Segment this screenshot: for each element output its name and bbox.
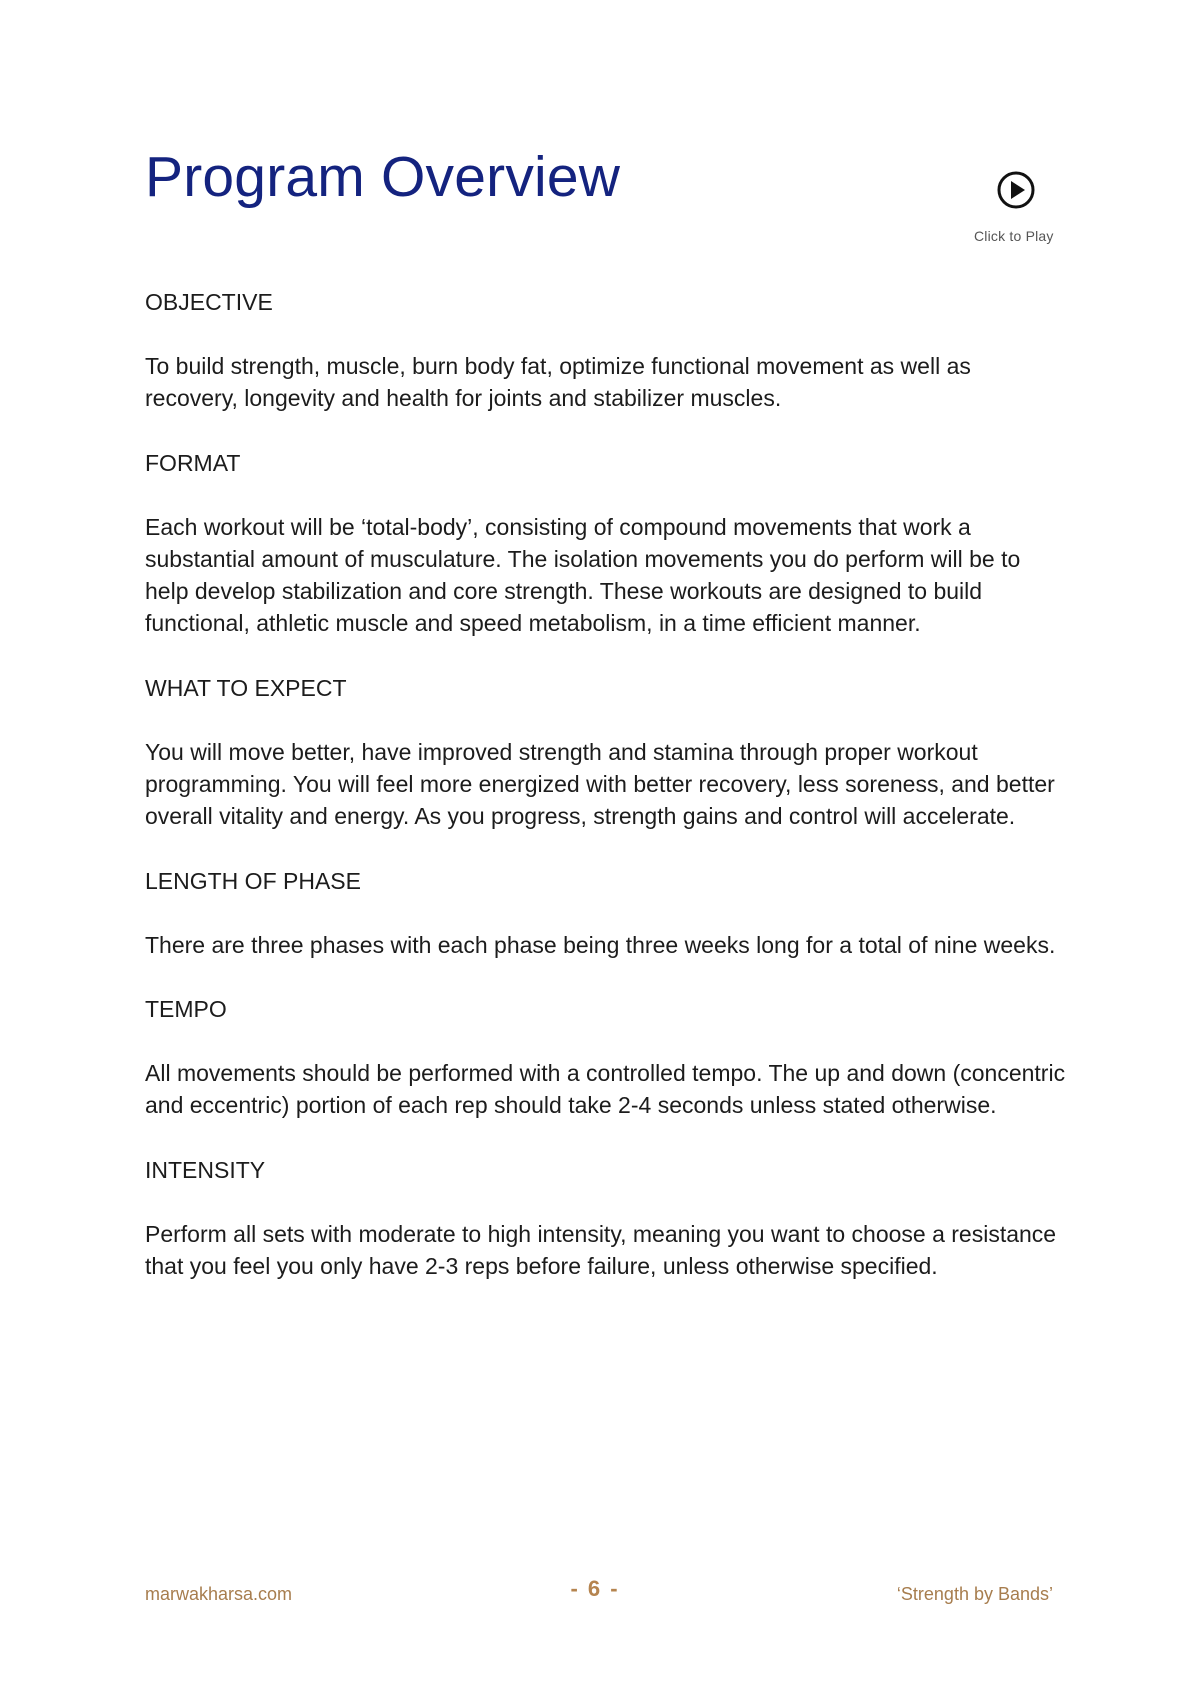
section-heading: WHAT TO EXPECT: [145, 674, 347, 701]
section-heading: FORMAT: [145, 449, 241, 476]
section-what-to-expect: [145, 672, 1070, 833]
section-intensity: [145, 1154, 1070, 1283]
section-heading: TEMPO: [145, 995, 227, 1022]
section-body: To build strength, muscle, burn body fat, optimize functional movement as well as recovery, longevity and health for joints and stabilizer muscles.: [145, 353, 971, 412]
page-title: Program Overview: [145, 145, 621, 209]
footer-book-title: ‘Strength by Bands’: [896, 1584, 1053, 1604]
section-objective: [145, 286, 1070, 415]
section-tempo: [145, 993, 1070, 1122]
page-number: - 6 -: [570, 1576, 620, 1601]
section-body: There are three phases with each phase being three weeks long for a total of nine weeks.: [145, 931, 1056, 958]
section-heading: OBJECTIVE: [145, 289, 273, 315]
section-length-of-phase: [145, 865, 1070, 961]
section-heading: LENGTH OF PHASE: [145, 867, 361, 894]
section-heading: INTENSITY: [145, 1156, 266, 1183]
section-body: Perform all sets with moderate to high intensity, meaning you want to choose a resistance that you feel you only have 2-3 reps before failure, unless otherwise specified.: [145, 1220, 1057, 1279]
section-format: [145, 447, 1070, 640]
play-label[interactable]: Click to Play: [974, 228, 1054, 244]
section-body: Each workout will be ‘total-body’, consisting of compound movements that work a substantial amount of musculature. The isolation movements you do perform will be to help develop stabilization and core strength. These workouts are designed to build functional, athletic muscle and speed metabolism, in a time efficient manner.: [145, 513, 1021, 637]
play-circle-icon[interactable]: [996, 170, 1036, 210]
play-video-button[interactable]: [966, 170, 1086, 250]
overview-content: [145, 286, 1070, 1314]
section-body: You will move better, have improved strength and stamina through proper workout programming. You will feel more energized with better recovery, less soreness, and better overall vitality and energy. As you progress, strength gains and control will accelerate.: [145, 738, 1055, 830]
section-body: All movements should be performed with a controlled tempo. The up and down (concentric and eccentric) portion of each rep should take 2-4 seconds unless stated otherwise.: [145, 1059, 1066, 1119]
footer-website: marwakharsa.com: [145, 1584, 293, 1604]
